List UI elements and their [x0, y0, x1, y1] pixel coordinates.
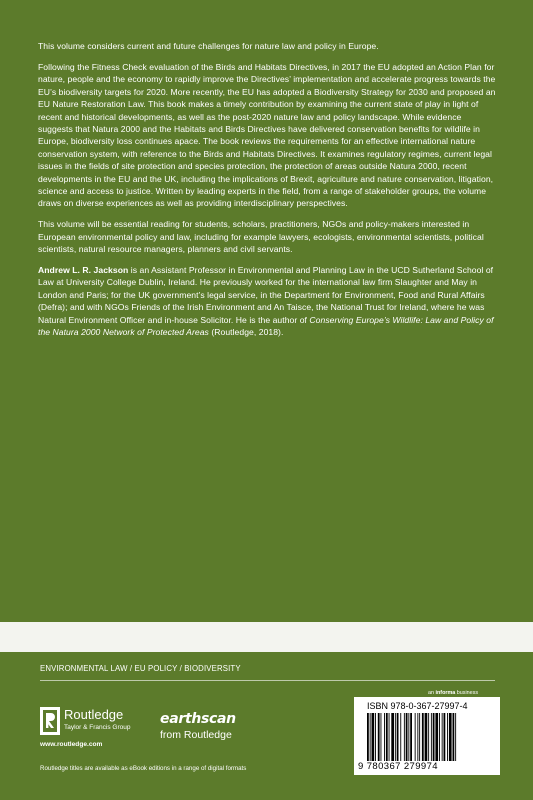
imprint-logo-text: earthscan — [160, 711, 236, 727]
barcode-bar — [395, 713, 396, 761]
publisher-group: Taylor & Francis Group — [64, 724, 131, 731]
isbn-barcode — [354, 697, 500, 775]
barcode-bar — [381, 713, 382, 761]
subject-categories: ENVIRONMENTAL LAW / EU POLICY / BIODIVERSITY — [40, 664, 241, 673]
barcode-bar — [444, 713, 446, 761]
barcode-bar — [404, 713, 405, 761]
barcode-bar — [386, 713, 388, 761]
barcode-bar — [453, 713, 455, 761]
subjects-rule — [40, 680, 495, 681]
blurb-audience: This volume will be essential reading for students, scholars, practitioners, NGOs and policy-makers interested in European environmental policy and law, including for example lawyers, ecologists, environmental scientists, political scientists, natural resource managers, planners and civil servants. — [38, 219, 484, 255]
barcode-bar — [417, 713, 418, 761]
barcode-bar — [431, 713, 432, 761]
barcode-bar — [406, 713, 408, 761]
barcode-bar — [372, 713, 375, 761]
imprint-from-text: from Routledge — [160, 729, 232, 741]
barcode-bar — [433, 713, 435, 761]
divider-band — [0, 622, 533, 652]
barcode-bar — [378, 713, 380, 761]
author-bio — [38, 264, 496, 338]
barcode-bar — [415, 713, 416, 761]
barcode-bar — [435, 713, 438, 761]
informa-suffix: business — [455, 690, 479, 696]
barcode-bar — [397, 713, 399, 761]
barcode-bar — [447, 713, 448, 761]
barcode-bar — [419, 713, 420, 761]
publisher-name: Routledge — [64, 707, 124, 722]
barcode-bar — [410, 713, 412, 761]
informa-brand: informa — [435, 690, 456, 696]
blurb-intro: This volume considers current and future challenges for nature law and policy in Europe. — [38, 41, 379, 51]
barcode-bar — [442, 713, 443, 761]
barcode-bar — [449, 713, 452, 761]
barcode-bar — [389, 713, 390, 761]
author-book-suffix: (Routledge, 2018). — [208, 327, 284, 338]
barcode-bar — [367, 713, 369, 761]
barcode-bar — [370, 713, 371, 761]
barcode-bar — [391, 713, 394, 761]
barcode-bar — [425, 713, 428, 761]
barcode-bar — [408, 713, 409, 761]
barcode-bar — [455, 713, 456, 761]
blurb-description: Following the Fitness Check evaluation of the Birds and Habitats Directives, in 2017 the EU adopted an Action Plan for nature, people and the economy to rapidly improve the Directives’ implementation and accelerate progress towards the EU’s biodiversity targets for 2020. More recently, the EU has adopted a Biodiversity Strategy for 2030 and proposed an EU Nature Restoration Law. This book makes a timely contribution by examining the current state of play in light of recent and historical developments, as well as the post-2020 nature law and policy landscape. While evidence suggests that Natura 2000 and the Habitats and Birds Directives have delivered conservation benefits for wildlife in Europe, biodiversity loss continues apace. The book reviews the requirements for an effective international nature conservation system, with reference to the Birds and Habitats Directives. It examines regulatory regimes, current legal issues in the fields of site protection and species protection, the protection of areas outside Natura 2000, recent developments in the EU and the UK, including the implications of Brexit, agriculture and nature conservation, litigation, science and access to justice. Written by leading experts in the field, from a range of stakeholder groups, the volume draws on diverse experiences as well as providing interdisciplinary perspectives. — [38, 61, 496, 209]
author-book-title: Conserving Europe’s Wildlife: Law and Policy of the Natura 2000 Network of Protected Areas — [38, 314, 494, 338]
author-name: Andrew L. R. Jackson — [38, 265, 129, 275]
barcode-digits: 9 780367 279974 — [358, 761, 438, 772]
barcode-bar — [439, 713, 440, 761]
blurb — [38, 40, 496, 347]
ebook-note: Routledge titles are available as eBook editions in a range of digital formats — [40, 765, 247, 772]
informa-prefix: an — [428, 690, 436, 696]
isbn-text: ISBN 978-0-367-27997-4 — [367, 701, 468, 711]
barcode-bar — [400, 713, 401, 761]
informa-business-line — [428, 690, 478, 697]
author-bio-text: is an Assistant Professor in Environmental and Planning Law in the UCD Sutherland School of Law at University College Dublin, Ireland. He previously worked for the international law firm Slaughter and May in London and Paris; for the UK government’s legal service, in the Department for Environment, Food and Rural Affairs (Defra); and with NGOs Friends of the Irish Environment and An Taisce, the National Trust for Ireland, where he was Natural Environment Officer and in-house Solicitor. He is the author of — [38, 265, 494, 325]
barcode-bar — [384, 713, 385, 761]
barcode-bar — [422, 713, 424, 761]
barcode-bar — [375, 713, 376, 761]
publisher-url[interactable]: www.routledge.com — [40, 741, 103, 748]
barcode-bar — [428, 713, 429, 761]
routledge-logo-icon — [40, 707, 60, 735]
